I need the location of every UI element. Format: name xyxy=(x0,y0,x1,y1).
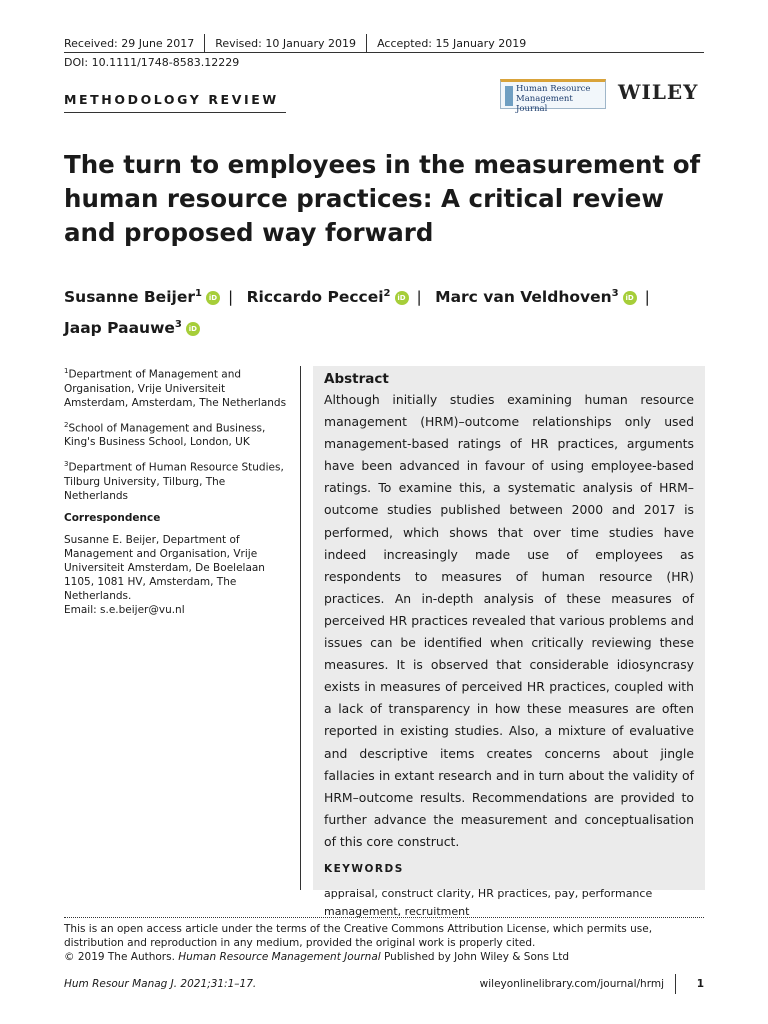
journal-url[interactable]: wileyonlinelibrary.com/journal/hrmj xyxy=(479,978,664,990)
license-text: This is an open access article under the terms of the Creative Commons Attribution License, which permits use, distribution and reproduction in any medium, provided the original work is properly cited. xyxy=(64,923,653,949)
author-separator: | xyxy=(644,288,650,307)
author: Marc van Veldhoven$^3$ xyxy=(435,288,619,307)
license-notice xyxy=(64,922,704,964)
column-divider xyxy=(300,366,301,890)
article-dates xyxy=(64,34,536,52)
abstract-box xyxy=(313,366,705,918)
author: Riccardo Peccei$^2$ xyxy=(246,288,391,307)
copyright-line: © 2019 The Authors. Human Resource Management Journal Published by John Wiley & Sons Ltd xyxy=(64,951,569,963)
affiliation: $^1$Department of Management and Organisation, Vrije Universiteit Amsterdam, Amsterdam, The Netherlands xyxy=(64,367,287,409)
orcid-icon[interactable]: iD xyxy=(206,291,220,305)
correspondence-heading: Correspondence xyxy=(64,511,161,524)
author: Susanne Beijer$^1$ xyxy=(64,288,202,307)
divider xyxy=(366,34,367,52)
affiliations xyxy=(64,364,290,617)
revised-date: Revised: 10 January 2019 xyxy=(215,36,357,50)
abstract-heading: Abstract xyxy=(324,371,389,387)
received-date: Received: 29 June 2017 xyxy=(64,36,195,50)
doi[interactable]: DOI: 10.1111/1748-8583.12229 xyxy=(64,56,240,69)
license-rule xyxy=(64,917,704,918)
affiliation: $^2$School of Management and Business, King's Business School, London, UK xyxy=(64,420,266,448)
section-label: METHODOLOGY REVIEW xyxy=(64,92,279,107)
author-list xyxy=(64,280,704,342)
affiliation: $^3$Department of Human Resource Studies, Tilburg University, Tilburg, The Netherlands xyxy=(64,460,284,502)
page-number: 1 xyxy=(696,978,704,990)
divider xyxy=(204,34,205,52)
keywords-text: appraisal, construct clarity, HR practices, pay, performance management, recruitment xyxy=(324,886,653,918)
keywords-heading: KEYWORDS xyxy=(324,862,404,875)
author: Jaap Paauwe$^3$ xyxy=(64,319,182,338)
correspondence-text: Susanne E. Beijer, Department of Management and Organisation, Vrije Universiteit Amsterdam, De Boelelaan 1105, 1081 HV, Amsterdam, The Netherlands. Email: s.e.beijer@vu.nl xyxy=(64,533,265,616)
author-separator: | xyxy=(416,288,422,307)
orcid-icon[interactable]: iD xyxy=(186,322,200,336)
accepted-date: Accepted: 15 January 2019 xyxy=(377,36,527,50)
correspondence-email[interactable]: Email: s.e.beijer@vu.nl xyxy=(64,603,185,616)
journal-logo-mark xyxy=(505,86,513,106)
orcid-icon[interactable]: iD xyxy=(395,291,409,305)
journal-logo-text: Human Resource Management Journal xyxy=(516,84,591,114)
publisher-logo: WILEY xyxy=(618,80,699,104)
article-title: The turn to employees in the measurement of human resource practices: A critical review and proposed way forward xyxy=(64,150,701,247)
divider xyxy=(675,974,676,994)
header-rule xyxy=(64,52,704,53)
journal-logo xyxy=(500,79,606,114)
author-separator: | xyxy=(227,288,234,307)
section-rule xyxy=(64,112,286,113)
orcid-icon[interactable]: iD xyxy=(623,291,637,305)
citation: Hum Resour Manag J. 2021;31:1–17. xyxy=(64,978,257,990)
abstract-text: Although initially studies examining human resource management (HRM)–outcome relationships only used management-based ratings of HR practices, arguments have been advanced in favour of using employee-based ratings. To examine this, a systematic analysis of HRM–outcome studies published between 2000 and 2017 is performed, which shows that over time studies have indeed increasingly made use of employees as respondents to measures of human resource (HR) practices. An in-depth analysis of these measures of perceived HR practices revealed that various problems and issues can be identified when critically reviewing these measures. It is observed that considerable idiosyncrasy exists in measures of perceived HR practices, coupled with a lack of transparency in how these measures are often reported in existing studies. Also, a mixture of evaluative and descriptive items creates concerns about jingle fallacies in extant research and in turn about the validity of HRM–outcome results. Recommendations are provided to further advance the measurement and conceptualisation of this core construct. xyxy=(324,392,694,849)
